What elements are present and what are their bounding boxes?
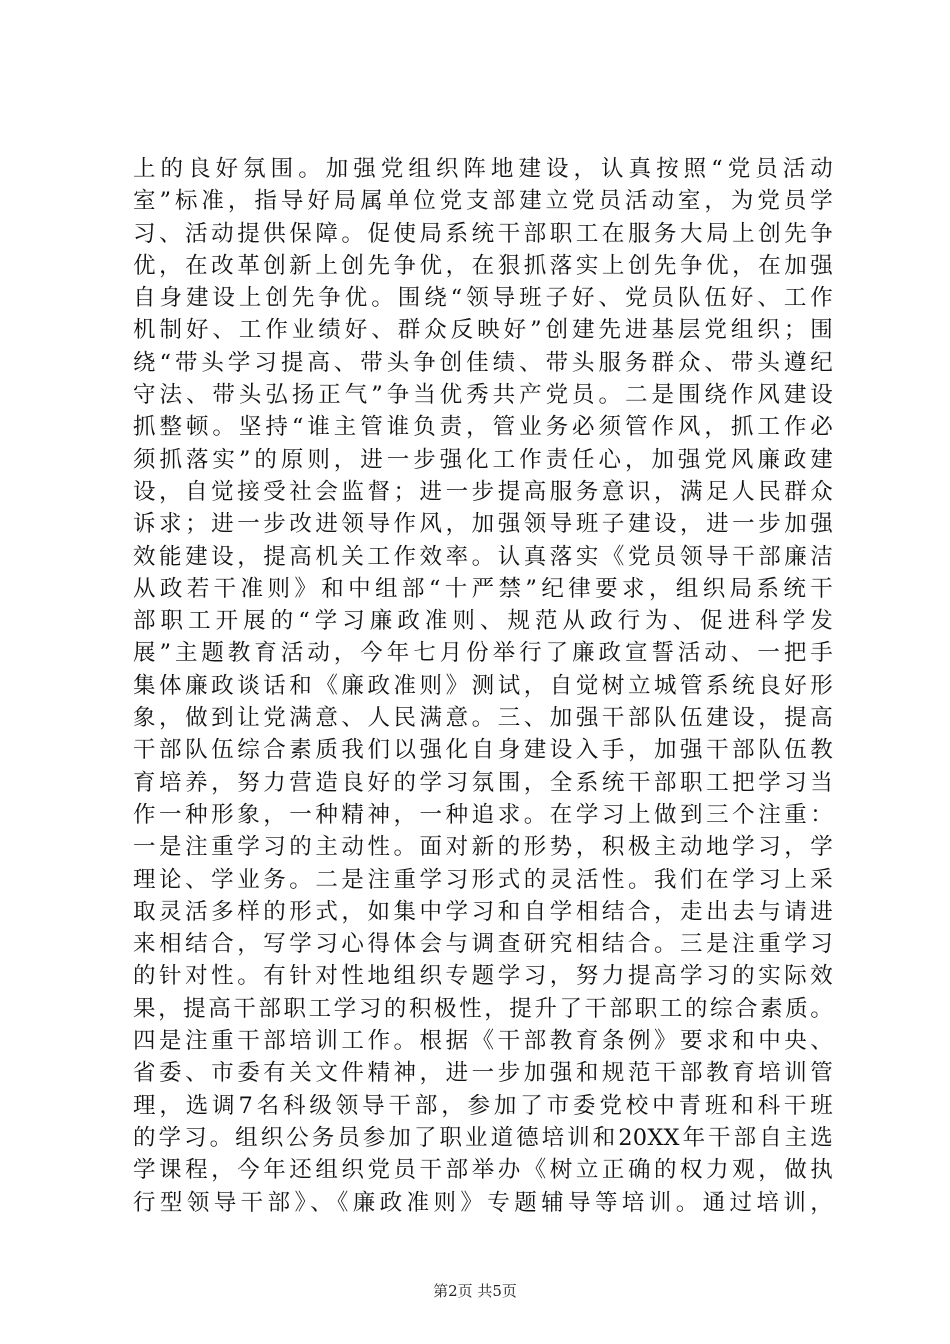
text-line: 自身建设上创先争优。围绕“领导班子好、党员队伍好、工作 (133, 285, 833, 312)
page-footer: 第2页 共5页 (433, 1282, 517, 1300)
text-line: 四是注重干部培训工作。根据《干部教育条例》要求和中央、 (133, 1028, 833, 1055)
text-line: 须抓落实”的原则，进一步强化工作责任心，加强党风廉政建 (133, 446, 833, 473)
text-line: 设，自觉接受社会监督；进一步提高服务意识，满足人民群众 (133, 478, 833, 505)
text-line: 守法、带头弘扬正气”争当优秀共产党员。二是围绕作风建设 (133, 382, 833, 409)
text-line: 绕“带头学习提高、带头争创佳绩、带头服务群众、带头遵纪 (133, 349, 833, 376)
text-line: 果，提高干部职工学习的积极性，提升了干部职工的综合素质。 (133, 995, 833, 1022)
text-line: 的学习。组织公务员参加了职业道德培训和20XX年干部自主选 (133, 1124, 833, 1151)
text-line: 习、活动提供保障。促使局系统干部职工在服务大局上创先争 (133, 220, 833, 247)
text-line: 干部队伍综合素质我们以强化自身建设入手，加强干部队伍教 (133, 737, 833, 764)
text-line: 省委、市委有关文件精神，进一步加强和规范干部教育培训管 (133, 1060, 833, 1087)
text-line: 上的良好氛围。加强党组织阵地建设，认真按照“党员活动 (133, 156, 833, 182)
text-line: 象，做到让党满意、人民满意。三、加强干部队伍建设，提高 (133, 705, 833, 732)
text-line: 行型领导干部》、《廉政准则》专题辅导等培训。通过培训， (133, 1189, 833, 1216)
text-line: 集体廉政谈话和《廉政准则》测试，自觉树立城管系统良好形 (133, 672, 833, 699)
text-line: 从政若干准则》和中组部“十严禁”纪律要求，组织局系统干 (133, 575, 833, 602)
text-line: 一是注重学习的主动性。面对新的形势，积极主动地学习，学 (133, 834, 833, 861)
text-line: 抓整顿。坚持“谁主管谁负责，管业务必须管作风，抓工作必 (133, 414, 833, 441)
text-line: 育培养，努力营造良好的学习氛围，全系统干部职工把学习当 (133, 769, 833, 796)
body-text (133, 153, 833, 1219)
text-line: 室”标准，指导好局属单位党支部建立党员活动室，为党员学 (133, 188, 833, 215)
text-line: 来相结合，写学习心得体会与调查研究相结合。三是注重学习 (133, 931, 833, 958)
text-line: 效能建设，提高机关工作效率。认真落实《党员领导干部廉洁 (133, 543, 833, 570)
text-line: 诉求；进一步改进领导作风，加强领导班子建设，进一步加强 (133, 511, 833, 538)
text-line: 展”主题教育活动，今年七月份举行了廉政宣誓活动、一把手 (133, 640, 833, 667)
text-line: 学课程，今年还组织党员干部举办《树立正确的权力观，做执 (133, 1157, 833, 1184)
text-line: 的针对性。有针对性地组织专题学习，努力提高学习的实际效 (133, 963, 833, 990)
text-line: 部职工开展的“学习廉政准则、规范从政行为、促进科学发 (133, 608, 833, 635)
text-line: 作一种形象，一种精神，一种追求。在学习上做到三个注重： (133, 801, 833, 828)
text-line: 机制好、工作业绩好、群众反映好”创建先进基层党组织；围 (133, 317, 833, 344)
text-line: 优，在改革创新上创先争优，在狠抓落实上创先争优，在加强 (133, 252, 833, 279)
text-line: 理，选调7名科级领导干部，参加了市委党校中青班和科干班 (133, 1092, 833, 1119)
text-line: 理论、学业务。二是注重学习形式的灵活性。我们在学习上采 (133, 866, 833, 893)
text-line: 取灵活多样的形式，如集中学习和自学相结合，走出去与请进 (133, 898, 833, 925)
